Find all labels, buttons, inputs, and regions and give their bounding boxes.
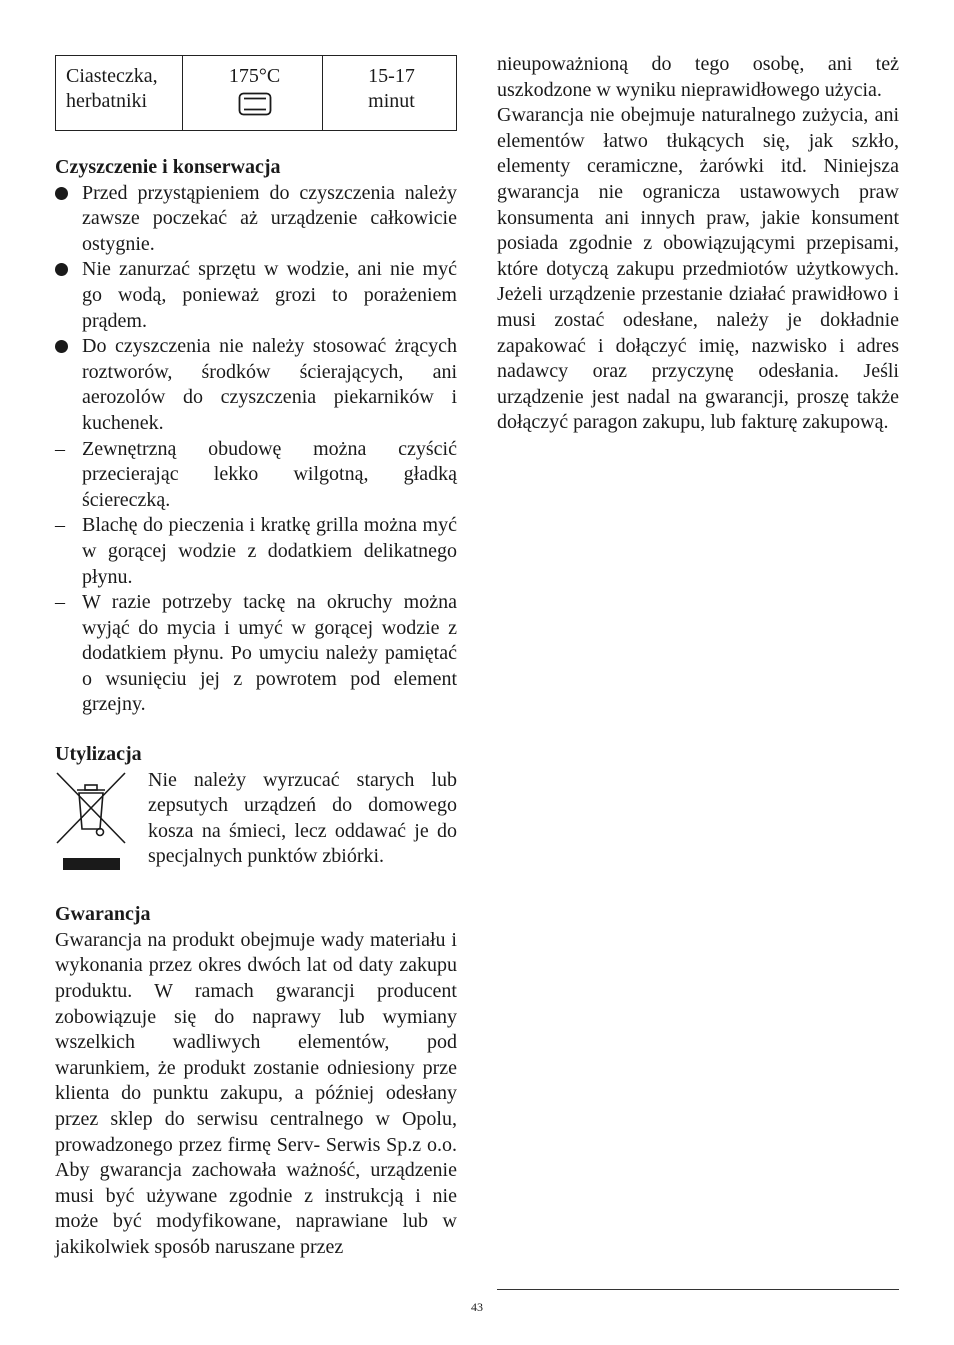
footer-divider xyxy=(497,1289,899,1290)
list-item: Przed przystąpieniem do czyszczenia należy zawsze poczekać aż urządzenie całkowicie ostygnie. xyxy=(55,181,457,258)
product-cell xyxy=(56,56,183,131)
bullet-dot xyxy=(55,334,68,361)
crossed-out-bin-icon xyxy=(55,769,127,879)
disposal-text: Nie należy wyrzucać starych lub zepsutych urządzeń do domowego kosza na śmieci, lecz oddawać je do specjalnych punktów zbiórki. xyxy=(148,768,457,868)
left-column xyxy=(55,52,457,1261)
dash-marker: – xyxy=(55,514,65,537)
time-line-1: 15-17 xyxy=(368,65,415,87)
dash-marker: – xyxy=(55,437,65,460)
table-row xyxy=(56,56,457,131)
temperature-value: 175°C xyxy=(228,65,281,87)
cleaning-list xyxy=(55,181,457,718)
list-item: – Zewnętrzną obudowę można czyścić przecierając lekko wilgotną, gładką ściereczką. xyxy=(55,437,457,511)
bullet-dot xyxy=(55,257,68,284)
baking-table xyxy=(55,55,457,131)
warranty-paragraph-1: Gwarancja na produkt obejmuje wady materiału i wykonania przez okres dwóch lat od daty zakupu produktu. W ramach gwarancji producent zobowiązuje się do naprawy lub wymiany wszelkich wadliwych elementów, pod warunkiem, że produkt zostanie odniesiony prze klienta do punktu zakupu, a później odesłany przez sklep do serwisu centralnego w Opolu, prowadzonego przez firmę Serv- Serwis Sp.z o.o. Aby gwarancja zachowała ważność, urządzenie musi być używane zgodnie z instrukcją i nie może być modyfikowane, naprawiane lub w jakikolwiek sposób naruszane przez xyxy=(55,928,457,1258)
right-column xyxy=(497,52,899,436)
bullet-dot xyxy=(55,181,68,208)
list-item: Do czyszczenia nie należy stosować żrących roztworów, środków ścierających, ani aerozolów do czyszczenia piekarników i kuchenek. xyxy=(55,334,457,436)
product-line-2: herbatniki xyxy=(66,90,148,112)
time-line-2: minut xyxy=(368,90,415,112)
list-item: Nie zanurzać sprzętu w wodzie, ani nie myć go wodą, ponieważ grozi to porażeniem prądem. xyxy=(55,257,457,334)
warranty-paragraph-2: Gwarancja nie obejmuje naturalnego zużycia, ani elementów łatwo tłukących się, jak szkło, elementy ceramiczne, żarówki itd. Niniejsza gwarancja nie ogranicza ustawowych praw konsumenta ani innych praw, jakie konsument posiada zgodnie z obowiązującymi przepisami, które dotyczą zakupu przedmiotów użytkowych. Jeżeli urządzenie przestanie działać prawidłowo i musi zostać odesłane, należy je dokładnie zapakować i dołączyć imię, nazwisko i adres nadawcy oraz przyczynę odesłania. Jeśli urządzenie jest nadal na gwarancji, proszę także dołączyć paragon zakupu, lub fakturę zakupową. xyxy=(497,104,899,434)
cleaning-heading: Czyszczenie i konserwacja xyxy=(55,156,281,178)
list-item: – Blachę do pieczenia i kratkę grilla można myć w gorącej wodzie z dodatkiem delikatnego płynu. xyxy=(55,514,457,588)
oven-heating-icon xyxy=(238,92,272,116)
product-line-1: Ciasteczka, xyxy=(66,65,158,87)
disposal-heading: Utylizacja xyxy=(55,743,142,766)
disposal-block xyxy=(55,768,457,879)
dash-marker: – xyxy=(55,591,65,614)
warranty-heading: Gwarancja xyxy=(55,903,151,926)
page-number: 43 xyxy=(471,1300,483,1314)
warranty-paragraph-1-continued: nieupoważnioną do tego osobę, ani też uszkodzone w wyniku nieprawidłowego użycia. xyxy=(497,53,899,101)
temperature-cell xyxy=(183,56,323,131)
time-cell xyxy=(323,56,457,131)
list-item: – W razie potrzeby tackę na okruchy można wyjąć do mycia i umyć w gorącej wodzie z dodatkiem płynu. Po umyciu należy pamiętać o wsunięciu jej z powrotem pod element grzejny. xyxy=(55,591,457,716)
